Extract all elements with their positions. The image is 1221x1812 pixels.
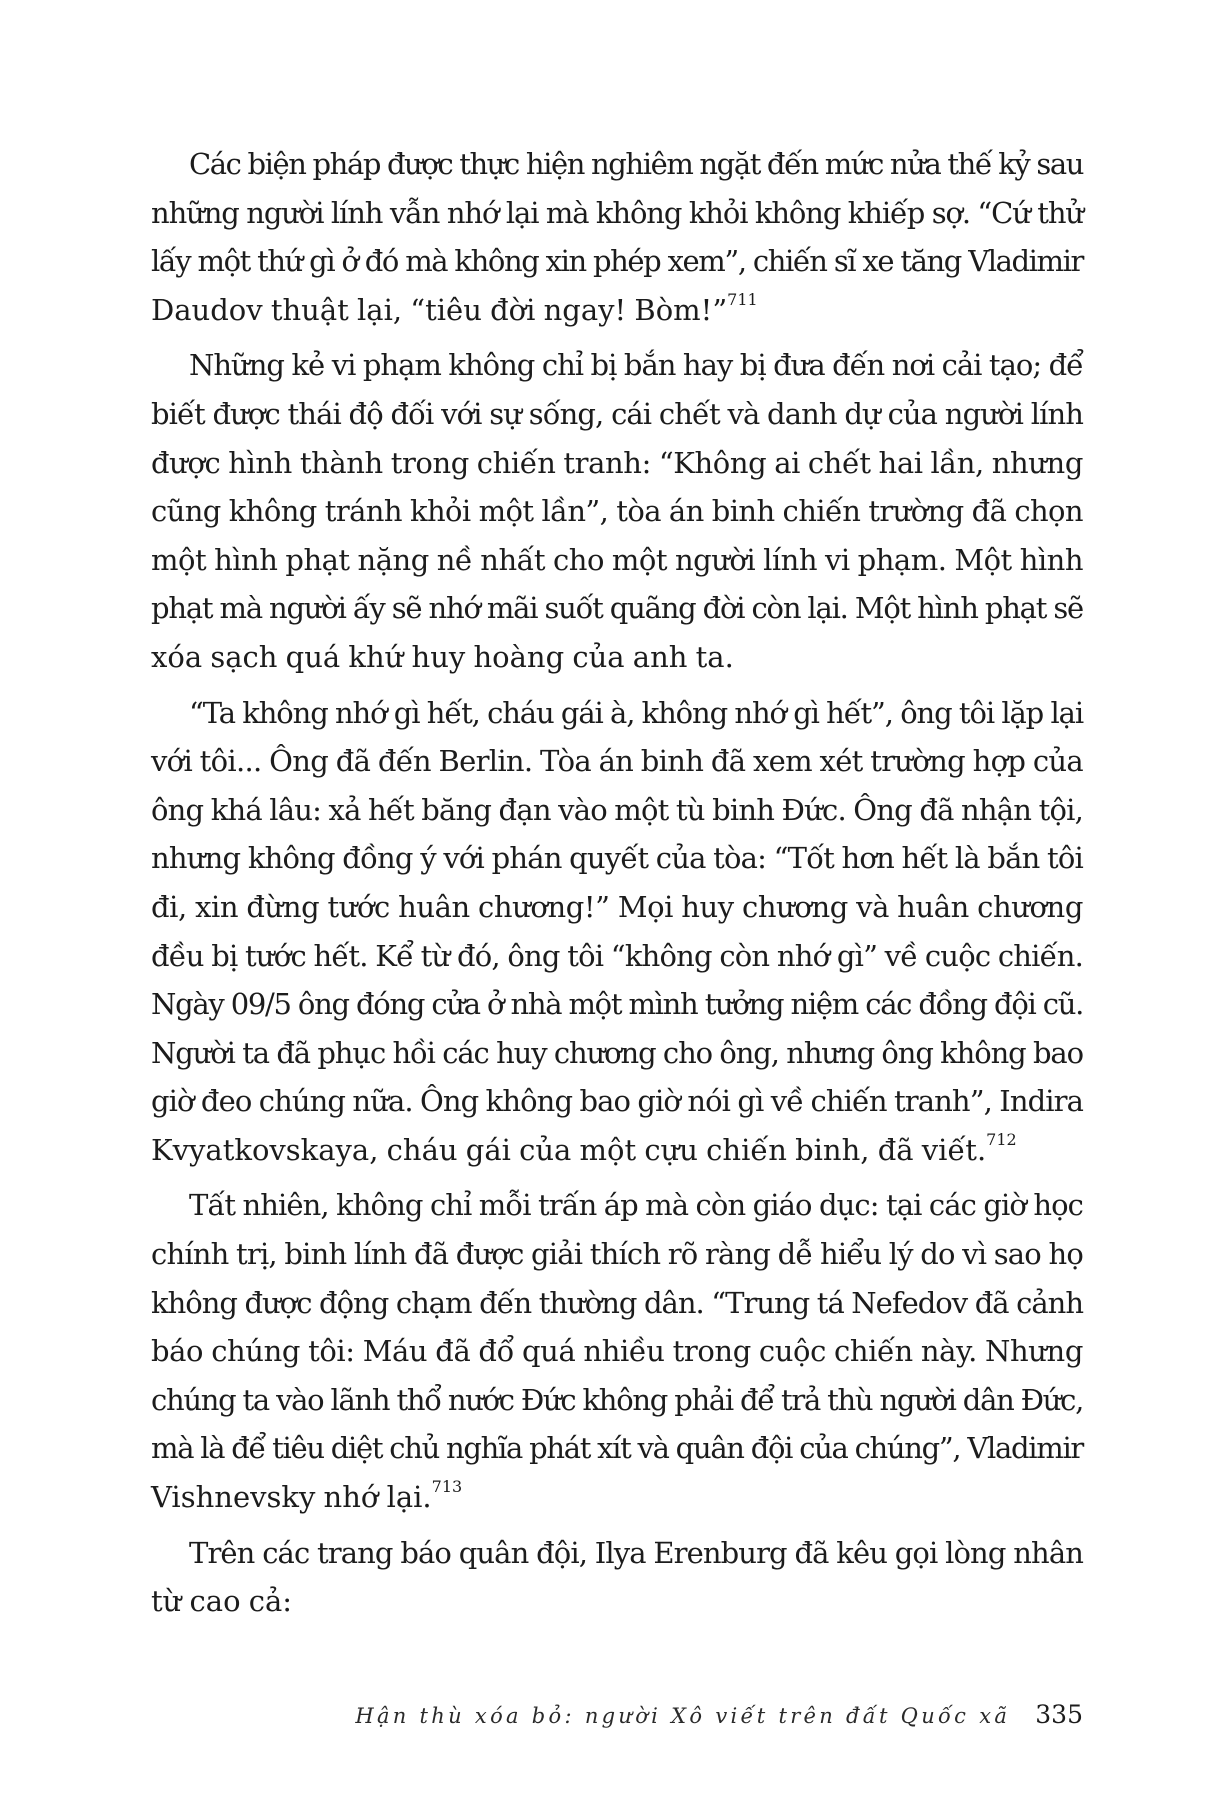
- paragraph-4: [151, 1181, 1083, 1521]
- text-line: lấy một thứ gì ở đó mà không xin phép xem”, chiến sĩ xe tăng Vladimir: [151, 244, 1083, 279]
- text-line: được hình thành trong chiến tranh: “Không ai chết hai lần, nhưng: [151, 445, 1083, 480]
- paragraph-3: [151, 689, 1083, 1175]
- text-line: Ngày 09/5 ông đóng cửa ở nhà một mình tưởng niệm các đồng đội cũ.: [151, 987, 1083, 1022]
- text-line: Các biện pháp được thực hiện nghiêm ngặt đến mức nửa thế kỷ sau: [189, 147, 1083, 181]
- text-line-last: xóa sạch quá khứ huy hoàng của anh ta.: [151, 639, 734, 674]
- text-line: đi, xin đừng tước huân chương!” Mọi huy chương và huân chương: [151, 889, 1083, 924]
- text-line-content: Vishnevsky nhớ lại.: [151, 1480, 432, 1515]
- paragraph-2: [151, 341, 1083, 681]
- footnote-ref-713: 713: [431, 1477, 463, 1497]
- text-line: chúng ta vào lãnh thổ nước Đức không phải để trả thù người dân Đức,: [151, 1382, 1083, 1417]
- text-line: một hình phạt nặng nề nhất cho một người lính vi phạm. Một hình: [151, 542, 1083, 577]
- text-line: với tôi... Ông đã đến Berlin. Tòa án binh đã xem xét trường hợp của: [151, 744, 1083, 779]
- page-footer: [355, 1700, 1083, 1729]
- text-line: ông khá lâu: xả hết băng đạn vào một tù binh Đức. Ông đã nhận tội,: [151, 792, 1083, 827]
- text-line: cũng không tránh khỏi một lần”, tòa án binh chiến trường đã chọn: [151, 494, 1083, 529]
- text-line: nhưng không đồng ý với phán quyết của tòa: “Tốt hơn hết là bắn tôi: [151, 841, 1083, 876]
- footnote-ref-712: 712: [986, 1130, 1017, 1150]
- text-line: giờ đeo chúng nữa. Ông không bao giờ nói gì về chiến tranh”, Indira: [151, 1084, 1083, 1119]
- text-line: báo chúng tôi: Máu đã đổ quá nhiều trong cuộc chiến này. Nhưng: [151, 1334, 1083, 1369]
- text-line-last: [151, 286, 1083, 335]
- text-line: “Ta không nhớ gì hết, cháu gái à, không nhớ gì hết”, ông tôi lặp lại: [189, 695, 1083, 730]
- text-line: mà là để tiêu diệt chủ nghĩa phát xít và quân đội của chúng”, Vladimir: [151, 1431, 1083, 1466]
- text-line: Những kẻ vi phạm không chỉ bị bắn hay bị đưa đến nơi cải tạo; để: [189, 348, 1083, 383]
- text-line-last: từ cao cả:: [151, 1584, 293, 1619]
- paragraph-1: [151, 140, 1083, 334]
- text-line: biết được thái độ đối với sự sống, cái chết và danh dự của người lính: [151, 396, 1083, 431]
- body-text: [151, 140, 1083, 1633]
- text-line: không được động chạm đến thường dân. “Trung tá Nefedov đã cảnh: [151, 1285, 1083, 1320]
- running-title: Hận thù xóa bỏ: người Xô viết trên đất Quốc xã: [355, 1704, 1011, 1728]
- text-line: đều bị tước hết. Kể từ đó, ông tôi “không còn nhớ gì” về cuộc chiến.: [151, 938, 1083, 973]
- text-line: Người ta đã phục hồi các huy chương cho ông, nhưng ông không bao: [151, 1035, 1083, 1070]
- text-line: chính trị, binh lính đã được giải thích rõ ràng dễ hiểu lý do vì sao họ: [151, 1237, 1083, 1272]
- text-line: Trên các trang báo quân đội, Ilya Erenburg đã kêu gọi lòng nhân: [189, 1535, 1083, 1570]
- text-line-last: [151, 1473, 1083, 1522]
- text-line: phạt mà người ấy sẽ nhớ mãi suốt quãng đời còn lại. Một hình phạt sẽ: [151, 591, 1083, 626]
- text-line-last: [151, 1126, 1083, 1175]
- text-line: những người lính vẫn nhớ lại mà không khỏi không khiếp sợ. “Cứ thử: [151, 195, 1083, 230]
- text-line-content: Daudov thuật lại, “tiêu đời ngay! Bòm!”: [151, 292, 728, 327]
- paragraph-5: [151, 1529, 1083, 1626]
- page-number: 335: [1035, 1700, 1083, 1729]
- text-line: Tất nhiên, không chỉ mỗi trấn áp mà còn giáo dục: tại các giờ học: [189, 1188, 1083, 1223]
- footnote-ref-711: 711: [727, 290, 758, 310]
- text-line-content: Kvyatkovskaya, cháu gái của một cựu chiến binh, đã viết.: [151, 1132, 987, 1167]
